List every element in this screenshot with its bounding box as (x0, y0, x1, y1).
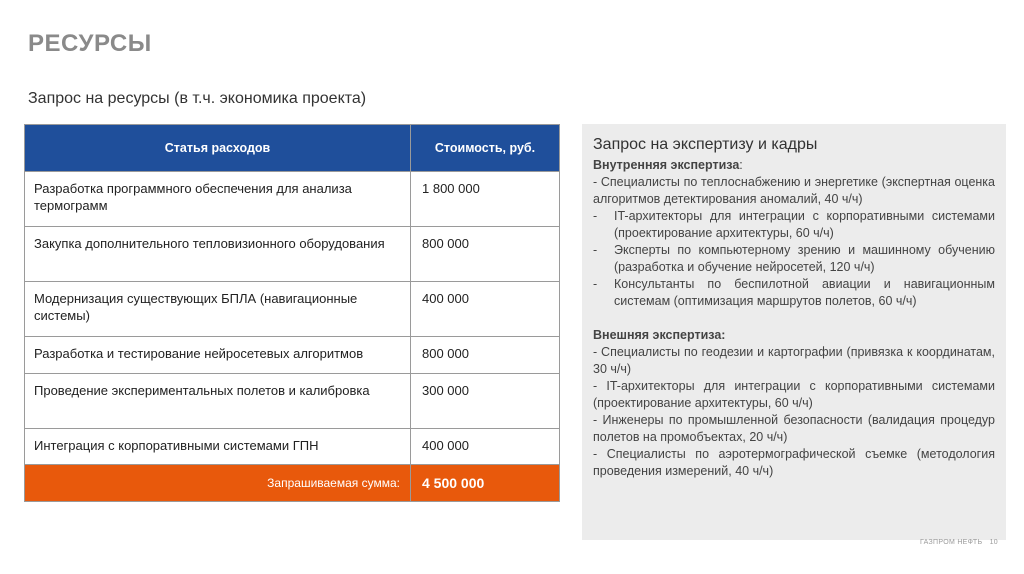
footer-company: ГАЗПРОМ НЕФТЬ (920, 539, 983, 546)
total-value: 4 500 000 (411, 465, 560, 502)
row-item: Интеграция с корпоративными системами ГПН (25, 429, 411, 465)
internal-heading-colon: : (739, 158, 743, 172)
row-item: Разработка программного обеспечения для анализа термограмм (25, 172, 411, 227)
table-row (25, 172, 560, 227)
row-item: Разработка и тестирование нейросетевых алгоритмов (25, 337, 411, 374)
list-item: - Инженеры по промышленной безопасности (валидация процедур полетов на промобъектах, 20 ч/ч) (593, 413, 995, 444)
row-cost: 400 000 (411, 282, 560, 337)
internal-expertise-first: - Специалисты по теплоснабжению и энергетике (экспертная оценка алгоритмов детектирования аномалий, 40 ч/ч) (593, 175, 995, 206)
row-item: Проведение экспериментальных полетов и калибровка (25, 374, 411, 429)
internal-heading-text: Внутренняя экспертиза (593, 158, 740, 172)
table-row (25, 282, 560, 337)
row-cost: 1 800 000 (411, 172, 560, 227)
cost-table (24, 124, 560, 502)
row-cost: 800 000 (411, 227, 560, 282)
expertise-panel (582, 124, 1006, 540)
list-item: - Специалисты по геодезии и картографии (привязка к координатам, 30 ч/ч) (593, 345, 995, 376)
internal-expertise-list (593, 208, 995, 310)
list-item: - IT-архитекторы для интеграции с корпоративными системами (проектирование архитектуры, 60 ч/ч) (593, 208, 995, 242)
table-row (25, 227, 560, 282)
row-cost: 800 000 (411, 337, 560, 374)
table-row (25, 337, 560, 374)
header-expense-item: Статья расходов (25, 125, 411, 172)
internal-expertise-heading (593, 157, 995, 174)
row-item: Модернизация существующих БПЛА (навигационные системы) (25, 282, 411, 337)
row-cost: 400 000 (411, 429, 560, 465)
slide-subtitle: Запрос на ресурсы (в т.ч. экономика проекта) (28, 90, 367, 107)
row-cost: 300 000 (411, 374, 560, 429)
list-item: - Эксперты по компьютерному зрению и машинному обучению (разработка и обучение нейросетей, 120 ч/ч) (593, 242, 995, 276)
table-row (25, 374, 560, 429)
row-item: Закупка дополнительного тепловизионного оборудования (25, 227, 411, 282)
list-item: - Консультанты по беспилотной авиации и навигационным системам (оптимизация маршрутов полетов, 60 ч/ч) (593, 276, 995, 310)
panel-title: Запрос на экспертизу и кадры (593, 136, 818, 153)
slide-title: РЕСУРСЫ (28, 30, 152, 57)
page-number: 10 (989, 539, 998, 546)
total-label: Запрашиваемая сумма: (25, 465, 411, 502)
external-expertise-heading: Внешняя экспертиза: (593, 328, 726, 342)
header-cost: Стоимость, руб. (411, 125, 560, 172)
list-item: - Специалисты по аэротермографической съемке (методология проведения измерений, 40 ч/ч) (593, 447, 995, 478)
list-item: - IT-архитекторы для интеграции с корпоративными системами (проектирование архитектуры, 60 ч/ч) (593, 379, 995, 410)
footer (920, 539, 998, 546)
total-row (25, 465, 560, 502)
table-header-row (25, 125, 560, 172)
table-row (25, 429, 560, 465)
